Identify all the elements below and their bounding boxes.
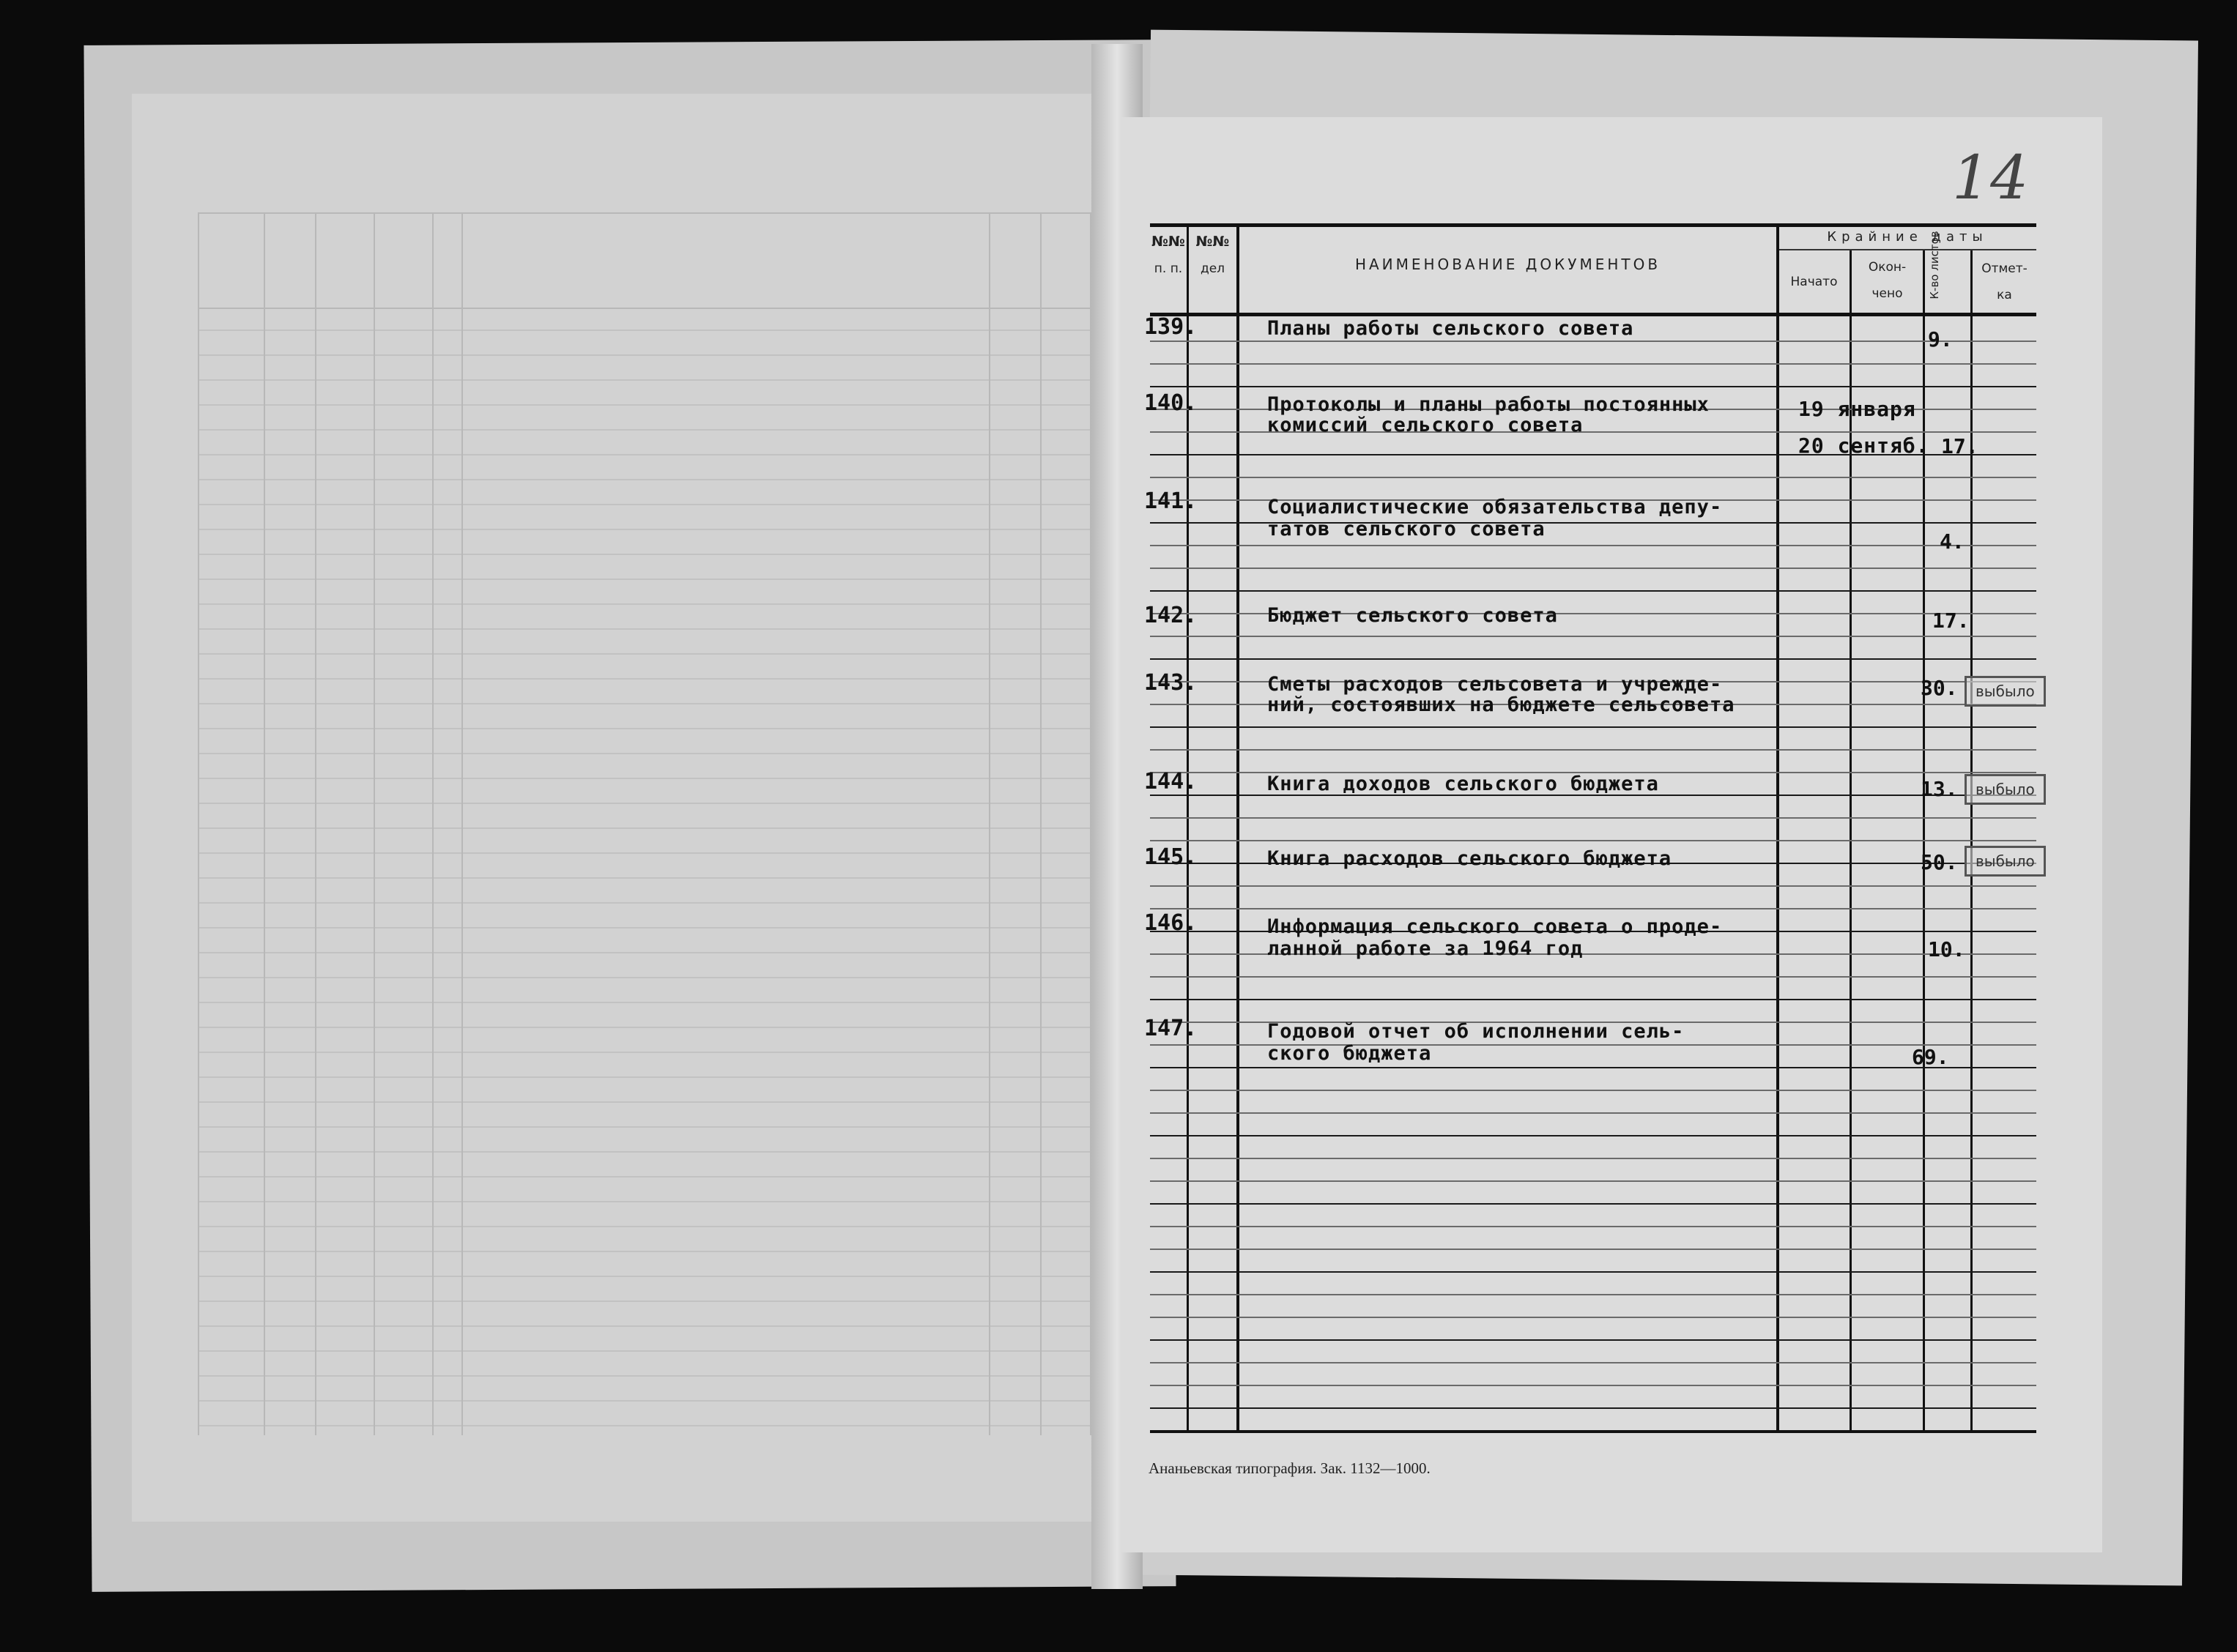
col-sheets-header: К-во листов: [1928, 231, 1941, 299]
table-bottom-rule: [1150, 1430, 2036, 1433]
col-pp-header-line2: п. п.: [1154, 261, 1183, 276]
row-rule: [1150, 341, 2036, 342]
row-number: 145.: [1144, 844, 1198, 870]
row-title-line: Протоколы и планы работы постоянных: [1267, 393, 1710, 416]
col-dates-header: Крайние даты: [1827, 229, 1988, 245]
row-rule: [1150, 1249, 2036, 1250]
row-sheets: 13.: [1921, 777, 1958, 801]
dates-subheader-rule: [1776, 249, 2036, 250]
ghost-rule: [198, 1400, 1091, 1402]
row-title-line: Информация сельского совета о проде-: [1267, 915, 1723, 938]
row-rule: [1150, 1158, 2036, 1159]
col-note-header-line1: Отмет-: [1981, 261, 2028, 276]
ghost-rule: [198, 1002, 1091, 1003]
ghost-rule: [198, 1425, 1091, 1426]
row-rule: [1150, 840, 2036, 841]
row-sheets: 30.: [1921, 676, 1958, 700]
row-rule: [1150, 1135, 2036, 1136]
row-rule: [1150, 1339, 2036, 1341]
ghost-rule: [198, 1251, 1091, 1252]
ghost-rule: [198, 803, 1091, 804]
ghost-rule: [198, 1176, 1091, 1177]
ghost-rule: [198, 778, 1091, 779]
col-end-header-line2: чено: [1871, 286, 1903, 301]
row-title-line: Планы работы сельского совета: [1267, 317, 1634, 340]
ghost-rule: [198, 603, 1091, 605]
row-rule: [1150, 1385, 2036, 1386]
row-rule: [1150, 363, 2036, 365]
row-rule: [1150, 976, 2036, 978]
ghost-rule: [198, 1375, 1091, 1377]
col-name-header: НАИМЕНОВАНИЕ ДОКУМЕНТОВ: [1354, 256, 1661, 273]
row-number: 143.: [1144, 670, 1198, 696]
row-sheets: 69.: [1912, 1045, 1949, 1069]
col-end-header-line1: Окон-: [1868, 260, 1907, 275]
ghost-rule: [198, 1276, 1091, 1277]
col-note-header-line2: ка: [1997, 288, 2012, 302]
row-rule: [1150, 1090, 2036, 1091]
row-title-line: Сметы расходов сельсовета и учрежде-: [1267, 673, 1723, 696]
row-number: 140.: [1144, 390, 1198, 416]
row-title-line: Книга доходов сельского бюджета: [1267, 773, 1659, 795]
col-del-header-line1: №№: [1195, 234, 1230, 250]
row-rule: [1150, 885, 2036, 887]
ghost-rule: [198, 753, 1091, 754]
ghost-rule: [198, 578, 1091, 580]
row-rule: [1150, 636, 2036, 637]
row-rule: [1150, 477, 2036, 478]
row-title-line: комиссий сельского совета: [1267, 414, 1584, 436]
ghost-rule: [198, 1301, 1091, 1302]
row-title-line: ского бюджета: [1267, 1042, 1432, 1065]
row-rule: [1150, 1407, 2036, 1409]
ghost-rule: [198, 1101, 1091, 1103]
row-rule: [1150, 1294, 2036, 1295]
ghost-rule: [198, 678, 1091, 680]
ghost-rule: [198, 504, 1091, 505]
row-rule: [1150, 1362, 2036, 1363]
ghost-rule: [198, 952, 1091, 953]
row-rule: [1150, 999, 2036, 1000]
ghost-rule: [198, 330, 1091, 331]
row-sheets: 17.: [1932, 609, 1970, 633]
ghost-rule: [198, 852, 1091, 854]
ghost-rule: [198, 1226, 1091, 1227]
ghost-rule: [198, 902, 1091, 904]
ghost-rule: [198, 1076, 1091, 1078]
row-rule: [1150, 658, 2036, 660]
col-rule-2: [1236, 223, 1239, 1432]
ghost-rule: [198, 977, 1091, 978]
ghost-rule: [198, 1350, 1091, 1352]
header-bottom-rule: [1150, 313, 2036, 316]
page-number: 14: [1952, 144, 2029, 213]
row-rule: [1150, 568, 2036, 569]
ghost-rule: [198, 1325, 1091, 1327]
row-title-line: ний, состоявших на бюджете сельсовета: [1267, 693, 1735, 716]
ghost-rule: [198, 703, 1091, 704]
ghost-rule: [198, 877, 1091, 879]
row-title-line: ланной работе за 1964 год: [1267, 937, 1584, 960]
col-rule-3: [1776, 223, 1779, 1432]
row-rule: [1150, 726, 2036, 728]
row-rule: [1150, 1271, 2036, 1273]
ghost-rule: [198, 1052, 1091, 1053]
ghost-rule: [198, 1027, 1091, 1028]
ghost-rule: [198, 404, 1091, 406]
ghost-rule: [198, 554, 1091, 555]
row-rule: [1150, 590, 2036, 592]
col-start-header: Начато: [1790, 275, 1838, 289]
row-rule: [1150, 749, 2036, 751]
col-del-header-line2: дел: [1200, 261, 1225, 276]
ghost-rule: [198, 1126, 1091, 1128]
ghost-rule: [198, 479, 1091, 480]
row-rule: [1150, 1317, 2036, 1318]
ghost-rule: [198, 628, 1091, 630]
row-sheets: 10.: [1928, 937, 1965, 961]
ghost-rule: [198, 653, 1091, 655]
ghost-rule: [198, 728, 1091, 729]
table-top-rule: [1150, 223, 2036, 227]
row-rule: [1150, 1226, 2036, 1227]
row-end-date: 20 сентяб.: [1798, 434, 1929, 458]
withdrawn-stamp: выбыло: [1965, 676, 2046, 707]
row-rule: [1150, 1180, 2036, 1182]
row-title-line: Бюджет сельского совета: [1267, 604, 1558, 627]
row-rule: [1150, 908, 2036, 909]
row-title-line: Социалистические обязательства депу-: [1267, 496, 1723, 518]
ghost-rule: [198, 354, 1091, 356]
ghost-rule: [198, 379, 1091, 381]
ghost-rule: [198, 827, 1091, 829]
row-title-line: Книга расходов сельского бюджета: [1267, 847, 1672, 870]
row-rule: [1150, 1112, 2036, 1114]
row-start-date: 19 января: [1798, 397, 1916, 421]
row-sheets: 4.: [1940, 529, 1965, 554]
row-title-line: татов сельского совета: [1267, 518, 1546, 540]
row-title-line: Годовой отчет об исполнении сель-: [1267, 1020, 1685, 1043]
printer-imprint: Ананьевская типография. Зак. 1132—1000.: [1149, 1459, 1431, 1477]
documents-table: [1144, 223, 2036, 1432]
row-rule: [1150, 817, 2036, 819]
row-number: 141.: [1144, 488, 1198, 514]
row-sheets: 17.: [1941, 434, 1978, 458]
withdrawn-stamp: выбыло: [1965, 774, 2046, 805]
row-rule: [1150, 1067, 2036, 1068]
left-page-show-through-table: [198, 212, 1091, 1443]
ghost-rule: [198, 429, 1091, 431]
row-number: 147.: [1144, 1016, 1198, 1041]
row-sheets: 50.: [1921, 850, 1958, 874]
withdrawn-stamp: выбыло: [1965, 846, 2046, 877]
ghost-rule: [198, 927, 1091, 929]
row-number: 146.: [1144, 910, 1198, 936]
row-number: 139.: [1144, 314, 1198, 340]
row-rule: [1150, 1203, 2036, 1205]
row-rule: [1150, 386, 2036, 387]
ghost-rule: [198, 454, 1091, 455]
row-sheets: 9.: [1928, 327, 1953, 351]
row-number: 142.: [1144, 603, 1198, 628]
ghost-rule: [198, 1151, 1091, 1153]
ghost-rule: [198, 1201, 1091, 1202]
row-number: 144.: [1144, 769, 1198, 795]
row-rule: [1150, 545, 2036, 546]
ghost-rule: [198, 529, 1091, 530]
col-pp-header-line1: №№: [1151, 234, 1185, 250]
